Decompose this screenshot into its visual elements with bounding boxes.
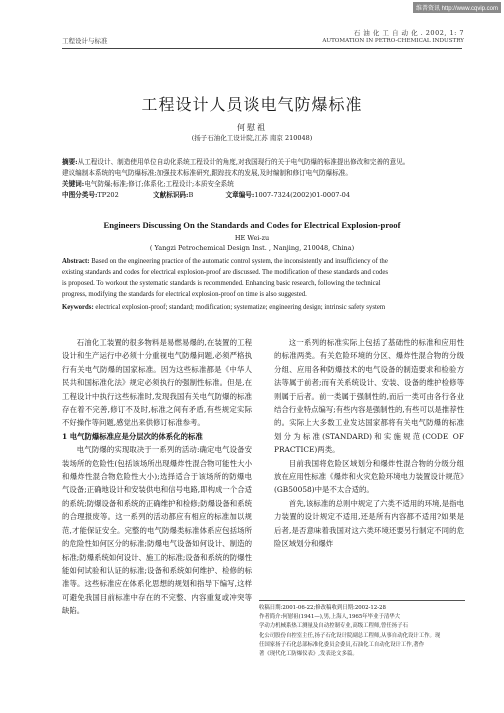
section-heading-1: 1 电气防爆标准应是分层次的体系化的标准 <box>62 431 203 441</box>
body-right-column <box>274 336 464 551</box>
footnote-bio-4: 任国家扬子石化总部标准化委员会委员,石油化工自动化设计工作,著作 <box>259 641 425 648</box>
body-left-column <box>62 336 252 618</box>
footnote-bio-2: 学动力机械系热工测量及自动控制专业,高级工程师,曾任扬子石 <box>259 623 408 630</box>
footnote-bio-5: 著《现代化工防爆仪表》,发表论文多篇。 <box>259 651 358 658</box>
header-rule <box>62 48 462 49</box>
abstract-cn-line2: 建议编制本系统的电气防爆标准;加强技术标准研究,跟踪技术的发展,及时编制和修订电气防爆标准。 <box>62 169 352 177</box>
clc-value: TP202 <box>97 191 119 199</box>
footnote-rule <box>259 600 465 601</box>
header-journal-cn: 石 油 化 工 自 动 化 . 2002, 1: 7 <box>353 29 464 37</box>
right-paragraph-2: 目前我国将危险区域划分和爆炸性混合物的分级分组放在应用性标准《爆炸和火灾危险环境电力装置设计规范》(GB50058)中是不太合适的。 <box>274 458 464 495</box>
keywords-cn-label: 关键词: <box>62 180 85 188</box>
footnote-bio-1: 作者简介:何慰祖(1941—),男,上海人,1965年毕业于清华大 <box>259 614 401 621</box>
keywords-cn-text: 电气防爆;标准;修订;体系化;工程设计;本质安全系统 <box>84 180 234 188</box>
right-paragraph-3: 首先,该标准的总则中规定了六类不适用的环境,是指电力装置的设计规定不适用,还是所有内容都不适用?如果是后者,是否意味着我国对这六类环境还要另行制定不同的危险区域划分和爆炸 <box>274 498 464 549</box>
abstract-en-line3: is proposed. To workout the systematic standards is recommended. Enhancing basic research, following the technical <box>62 280 381 287</box>
keywords-en-label: Keywords: <box>62 304 94 311</box>
page-title-cn: 工程设计人员谈电气防爆标准 <box>141 95 363 114</box>
right-paragraph-1: 这一系列的标准实际上包括了基础性的标准和应用性的标准两类。有关危险环境的分区、爆炸性混合物的分级分组、应用各种防爆技术的电气设备的制造要求和检验方法等属于前者;而有关系统设计、安装、设备的维护检修等则属于后者。前一类属于强制性的,而后一类可由各行各业结合行业特点编写;有些内容是强制性的,有些可以是推荐性的。实际上大多数工业发达国家都将有关电气防爆的标准划分为标准(STANDARD)和实施规范(CODE OF PRACTICE)两类。 <box>274 338 464 455</box>
clc-label: 中图分类号: <box>62 191 98 199</box>
author-cn: 何慰祖 <box>237 123 267 132</box>
abstract-cn-line1: 从工程设计、制造使用单位自动化系统工程设计的角度,对我国现行的关于电气防爆的标准提出修改和完善的意见。 <box>77 158 410 166</box>
doc-code-label: 文献标识码: <box>153 191 189 199</box>
footnote-bio-3: 化公司股份自控室主任,扬子石化设计院副总工程师,从事自动化设计工作。现 <box>259 632 441 639</box>
keywords-en-text: electrical explosion-proof; standard; modification; systematize; engineering design; intrinsic safety system <box>95 304 386 311</box>
abstract-en-label: Abstract: <box>62 258 90 265</box>
abstract-en-line1: Based on the engineering practice of the automatic control system, the inconsistently and insufficiency of the <box>91 258 388 265</box>
intro-paragraph: 石油化工装置的很多物料是易燃易爆的,在装置的工程设计和生产运行中必须十分重视电气防爆问题,必须严格执行有关电气防爆的国家标准。因为这些标准都是《中华人民共和国标准化法》规定必须执行的强制性标准。但是,在工程设计中执行这些标准时,发现我国有关电气防爆的标准存在着不完善,修订不及时,标准之间有矛盾,有些规定实际不好操作等问题,感觉出来供修订标准参考。 <box>62 338 252 428</box>
abstract-en-line4: progress, modifying the standards for electrical explosion-proof on time is also suggested. <box>62 291 307 298</box>
affiliation-en: ( Yangzi Petrochemical Design Inst. , Nanjing, 210048, China) <box>149 244 355 252</box>
article-no-value: 1007-7324(2002)01-0007-04 <box>254 191 351 199</box>
affiliation-cn: (扬子石油化工设计院,江苏 南京 210048) <box>191 134 313 142</box>
abstract-cn-label: 摘要: <box>62 158 78 166</box>
abstract-en <box>62 256 464 313</box>
article-no-label: 文章编号: <box>225 191 255 199</box>
page-title-en: Engineers Discussing On the Standards and Codes for Electrical Explosion-proof <box>103 220 401 230</box>
footnote-received: 收稿日期:2001-06-22;修改稿收到日期:2002-12-28 <box>259 605 386 611</box>
header-section-label: 工程设计与标准 <box>62 37 108 45</box>
abstract-en-line2: existing standards and codes for electrical explosion-proof are discussed. The modification of these standards and codes <box>62 269 389 276</box>
footnote <box>259 604 465 659</box>
author-en: HE Wei-zu <box>234 234 270 242</box>
abstract-cn <box>62 157 464 201</box>
header-journal-en: AUTOMATION IN PETRO-CHEMICAL INDUSTRY <box>322 38 464 44</box>
watermark-badge: 维普资讯 http://www.cqvip.com <box>413 2 501 13</box>
doc-code-value: B <box>188 191 194 199</box>
section1-paragraph: 电气防爆的实现取决于一系列的活动:确定电气设备安装场所的危险性(包括该场所出现爆炸性混合物可能性大小和爆炸性混合物危险性大小);选择适合于该场所的防爆电气设备;正确地设计和安装供电和信号电路,即构成一个合适的系统;防爆设备和系统的正确维护和检修;防爆设备和系统的合理报废等。这一系列的活动都应有相应的标准加以规范,才能保证安全。完整的电气防爆类标准体系应包括场所的危险性如何区分的标准;防爆电气设备如何设计、制造的标准;防爆系统如何设计、施工的标准;设备和系统的防爆性能如何试验和认证的标准;设备和系统如何维护、检修的标准等。这些标准应在体系化思想的规划和指导下编写,这样可避免我国目前标准中存在的不完整、内容重复或冲突等缺陷。 <box>62 445 252 616</box>
classification-cn <box>62 190 464 201</box>
